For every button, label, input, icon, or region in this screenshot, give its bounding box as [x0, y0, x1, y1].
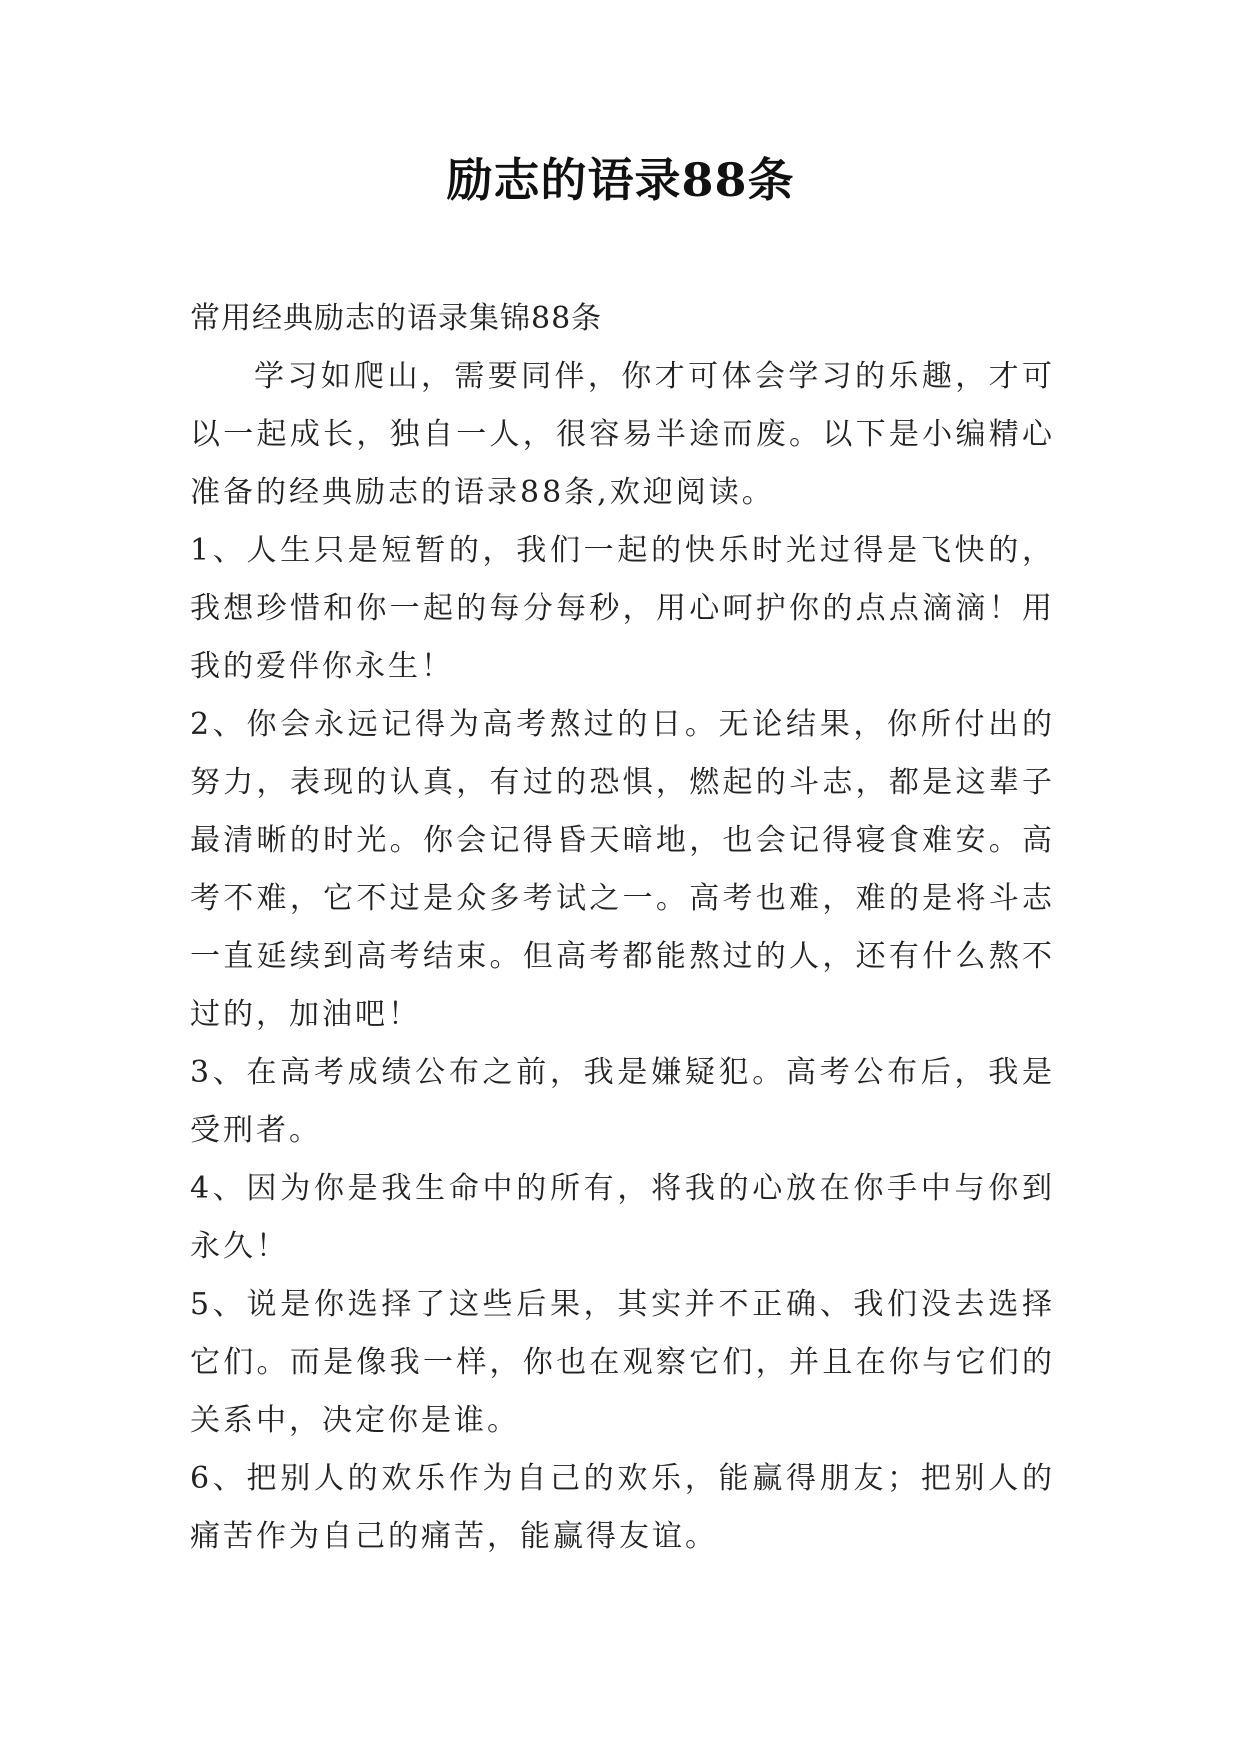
quote-paragraph: 2、你会永远记得为高考熬过的日。无论结果，你所付出的努力，表现的认真，有过的恐惧，燃起的斗志，都是这辈子最清晰的时光。你会记得昏天暗地，也会记得寝食难安。高考不难，它不过是众多考试之一。高考也难，难的是将斗志一直延续到高考结束。但高考都能熬过的人，还有什么熬不过的，加油吧！	[190, 707, 1055, 1032]
document-subtitle: 常用经典励志的语录集锦88条	[190, 301, 603, 336]
quote-paragraph: 4、因为你是我生命中的所有，将我的心放在你手中与你到永久！	[190, 1171, 1055, 1264]
quote-paragraph: 5、说是你选择了这些后果，其实并不正确、我们没去选择它们。而是像我一样，你也在观察它们，并且在你与它们的关系中，决定你是谁。	[190, 1287, 1055, 1438]
quote-paragraph: 6、把别人的欢乐作为自己的欢乐，能赢得朋友；把别人的痛苦作为自己的痛苦，能赢得友谊。	[190, 1461, 1055, 1554]
quote-paragraph: 1、人生只是短暂的，我们一起的快乐时光过得是飞快的，我想珍惜和你一起的每分每秒，用心呵护你的点点滴滴！用我的爱伴你永生！	[190, 533, 1055, 684]
document-title: 励志的语录88条	[446, 153, 795, 207]
intro-paragraph: 学习如爬山，需要同伴，你才可体会学习的乐趣，才可以一起成长，独自一人，很容易半途而废。以下是小编精心准备的经典励志的语录88条,欢迎阅读。	[190, 359, 1055, 510]
quote-paragraph: 3、在高考成绩公布之前，我是嫌疑犯。高考公布后，我是受刑者。	[190, 1055, 1055, 1148]
document-body	[190, 290, 1055, 1566]
